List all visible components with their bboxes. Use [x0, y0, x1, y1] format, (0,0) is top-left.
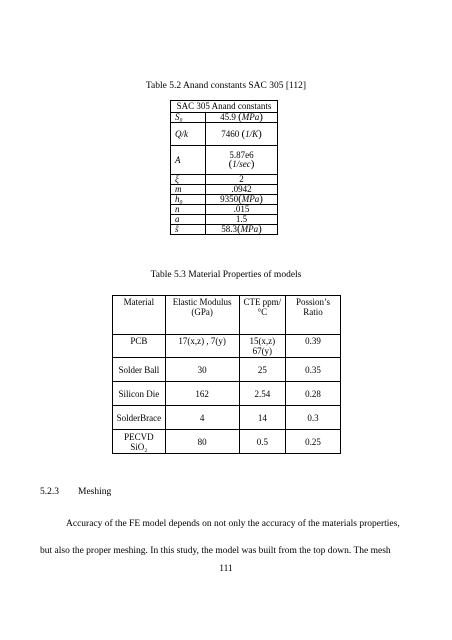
anand-value: .0942 — [206, 185, 278, 195]
anand-symbol: ξ — [171, 175, 206, 185]
table-cell: 17(x,z) , 7(y) — [165, 335, 239, 358]
anand-value: 45.9 (MPa) — [206, 113, 278, 123]
table-cell: PECVD SiO₂ — [113, 430, 166, 454]
column-header: Elastic Modulus (GPa) — [165, 296, 239, 335]
table-row — [113, 382, 341, 406]
anand-symbol: m — [171, 185, 206, 195]
table-cell: 2.54 — [239, 382, 286, 406]
table-cell: 0.3 — [286, 406, 341, 430]
table-cell: 25 — [239, 358, 286, 382]
table-row — [113, 358, 341, 382]
table-row — [113, 430, 341, 454]
table-cell: 0.25 — [286, 430, 341, 454]
table-cell: 14 — [239, 406, 286, 430]
table-row — [113, 335, 341, 358]
table-cell: 80 — [165, 430, 239, 454]
table-cell: 0.35 — [286, 358, 341, 382]
table-5-3-caption: Table 5.3 Material Properties of models — [150, 270, 302, 280]
column-header: CTE ppm/°C — [239, 296, 286, 335]
table-cell: 162 — [165, 382, 239, 406]
column-header: Possion’s Ratio — [286, 296, 341, 335]
section-heading — [40, 487, 111, 497]
section-number: 5.2.3 — [40, 487, 59, 497]
table-cell: 0.39 — [286, 335, 341, 358]
anand-value: 9350(MPa) — [206, 195, 278, 205]
body-text-line: Accuracy of the FE model depends on not only the accuracy of the materials properties, — [66, 519, 400, 529]
anand-value: .015 — [206, 205, 278, 215]
table-cell: 30 — [165, 358, 239, 382]
anand-value: 58.3(MPa) — [206, 225, 278, 235]
anand-table-header: SAC 305 Anand constants — [171, 101, 278, 113]
anand-value: 1.5 — [206, 215, 278, 225]
anand-constants-table — [170, 100, 278, 235]
table-row — [113, 406, 341, 430]
table-5-2-caption: Table 5.2 Anand constants SAC 305 [112] — [145, 81, 307, 91]
anand-symbol: S₀ — [171, 113, 206, 123]
anand-value: 7460 (1/K) — [206, 123, 278, 146]
table-cell: 0.28 — [286, 382, 341, 406]
anand-value: 2 — [206, 175, 278, 185]
section-title: Meshing — [78, 487, 112, 497]
anand-symbol: h₀ — [171, 195, 206, 205]
table-cell: 0.5 — [239, 430, 286, 454]
anand-symbol: a — [171, 215, 206, 225]
body-text-line: but also the proper meshing. In this study, the model was built from the top down. The mesh — [40, 546, 391, 556]
table-cell: SolderBrace — [113, 406, 166, 430]
table-cell: PCB — [113, 335, 166, 358]
material-properties-table — [112, 295, 341, 454]
anand-symbol: n — [171, 205, 206, 215]
column-header: Material — [113, 296, 166, 335]
anand-value: 5.87e6 (1/sec) — [206, 146, 278, 175]
table-cell: 4 — [165, 406, 239, 430]
anand-symbol: ŝ — [171, 225, 206, 235]
page-number: 111 — [219, 564, 233, 574]
table-cell: Solder Ball — [113, 358, 166, 382]
anand-symbol: A — [171, 146, 206, 175]
table-cell: 15(x,z) 67(y) — [239, 335, 286, 358]
anand-symbol: Q/k — [171, 123, 206, 146]
table-cell: Silicon Die — [113, 382, 166, 406]
